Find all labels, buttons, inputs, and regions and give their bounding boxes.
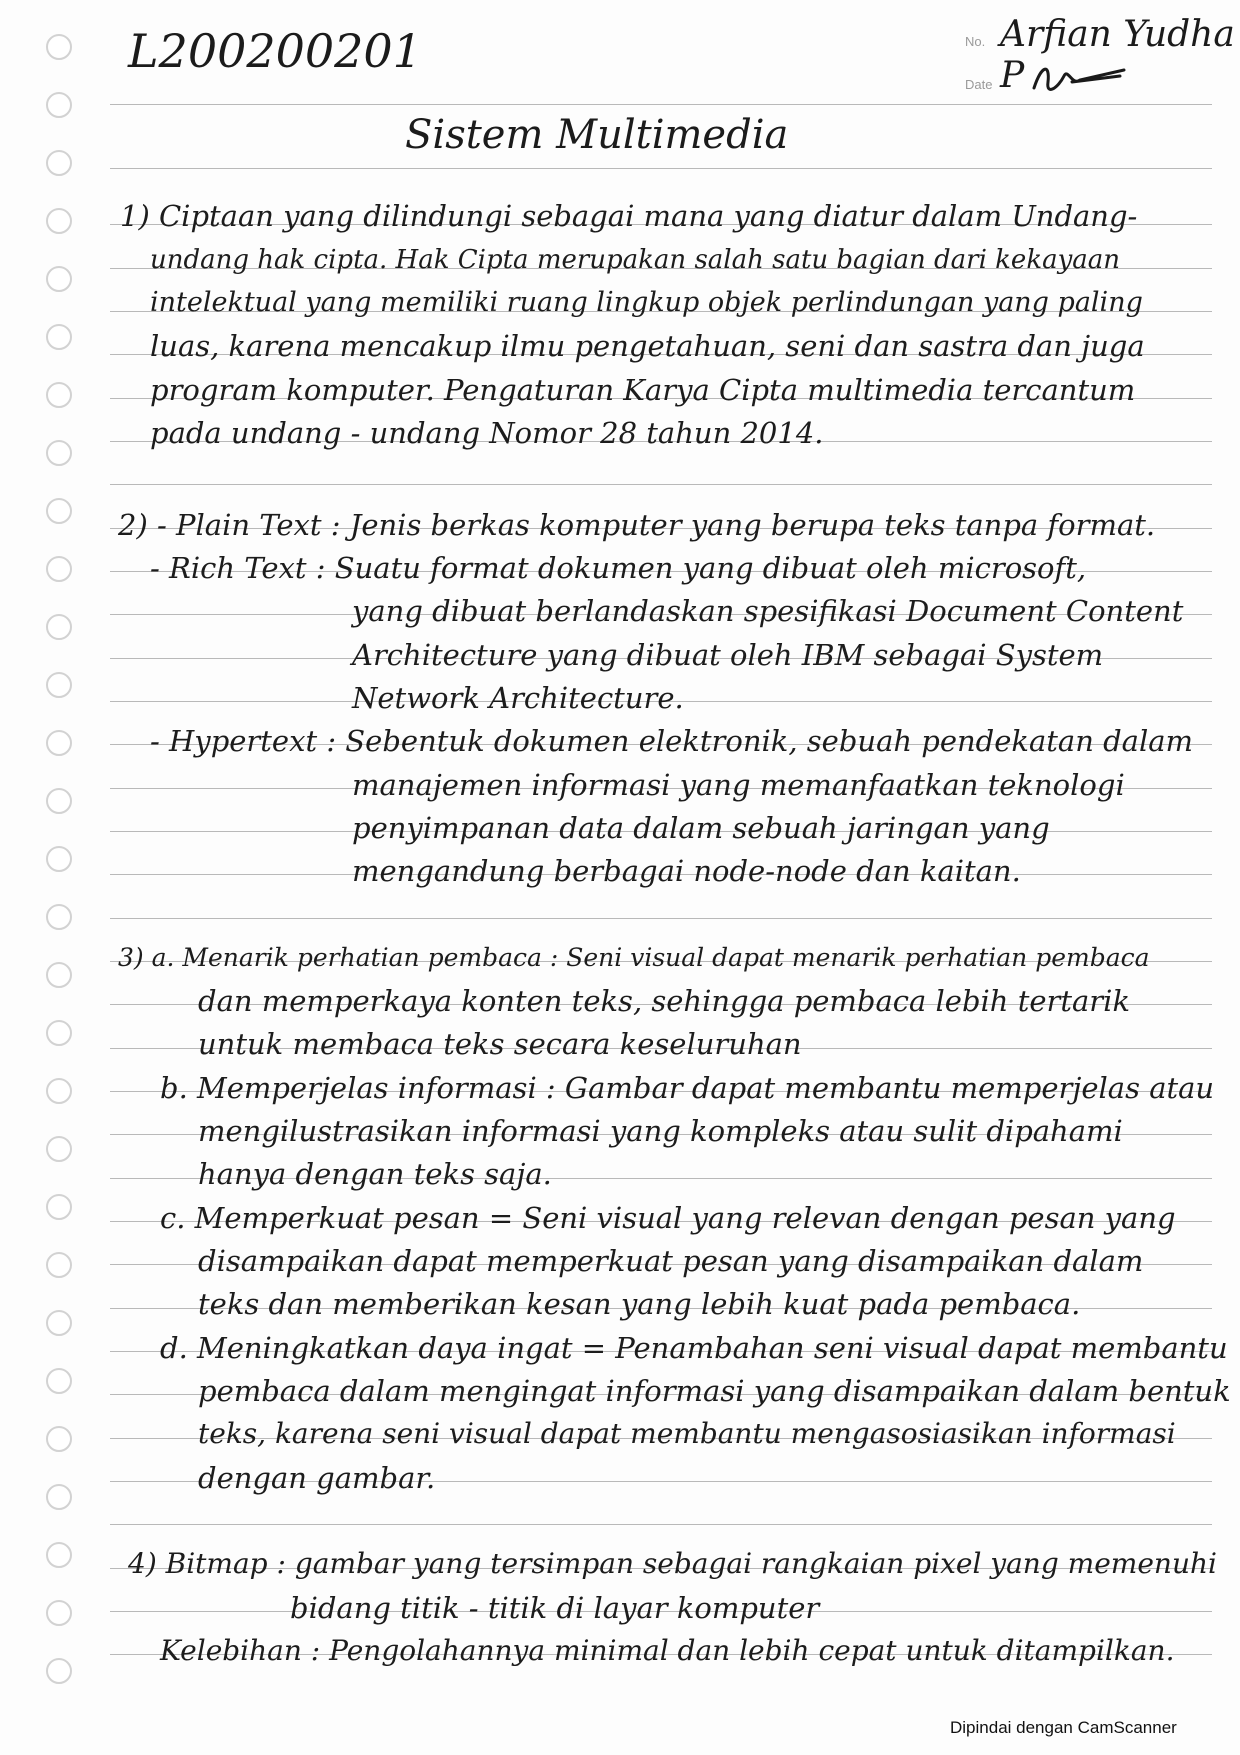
text-line: bidang titik - titik di layar komputer — [290, 1591, 820, 1625]
binding-ring-icon — [46, 266, 72, 292]
text-line: teks dan memberikan kesan yang lebih kuat pada pembaca. — [198, 1287, 1081, 1321]
text-line: untuk membaca teks secara keseluruhan — [198, 1027, 802, 1061]
binding-ring-icon — [46, 382, 72, 408]
text-line: pada undang - undang Nomor 28 tahun 2014. — [150, 416, 824, 450]
date-label: Date — [965, 77, 993, 92]
binding-ring-icon — [46, 324, 72, 350]
text-line: program komputer. Pengaturan Karya Cipta multimedia tercantum — [150, 373, 1136, 407]
binding-ring-icon — [46, 1194, 72, 1220]
binding-ring-icon — [46, 556, 72, 582]
binding-ring-icon — [46, 1252, 72, 1278]
ruled-line — [110, 918, 1212, 919]
binding-ring-icon — [46, 1542, 72, 1568]
text-line: b. Memperjelas informasi : Gambar dapat membantu memperjelas atau — [160, 1071, 1215, 1105]
binding-ring-icon — [46, 1600, 72, 1626]
text-line: Kelebihan : Pengolahannya minimal dan lebih cepat untuk ditampilkan. — [160, 1634, 1175, 1667]
binding-ring-icon — [46, 498, 72, 524]
binding-ring-icon — [46, 730, 72, 756]
text-line: mengandung berbagai node-node dan kaitan. — [352, 854, 1021, 888]
binding-ring-icon — [46, 1136, 72, 1162]
text-line: dengan gambar. — [198, 1461, 436, 1495]
text-line: 3) a. Menarik perhatian pembaca : Seni visual dapat menarik perhatian pembaca — [118, 943, 1150, 972]
text-line: undang hak cipta. Hak Cipta merupakan salah satu bagian dari kekayaan — [150, 245, 1121, 275]
binding-ring-icon — [46, 1484, 72, 1510]
text-line: luas, karena mencakup ilmu pengetahuan, seni dan sastra dan juga — [150, 329, 1145, 363]
text-line: penyimpanan data dalam sebuah jaringan yang — [352, 811, 1050, 845]
text-line: Network Architecture. — [352, 681, 684, 715]
binding-ring-icon — [46, 1426, 72, 1452]
binding-ring-icon — [46, 672, 72, 698]
student-name: Arfian Yudha P — [1000, 14, 1235, 96]
binding-ring-icon — [46, 1020, 72, 1046]
binding-ring-icon — [46, 1368, 72, 1394]
ruled-line — [110, 104, 1212, 105]
signature-icon — [1028, 58, 1128, 100]
ruled-line — [110, 168, 1212, 169]
binding-ring-icon — [46, 92, 72, 118]
binding-ring-icon — [46, 962, 72, 988]
text-line: hanya dengan teks saja. — [198, 1157, 552, 1191]
text-line: disampaikan dapat memperkuat pesan yang disampaikan dalam — [198, 1244, 1144, 1278]
text-line: manajemen informasi yang memanfaatkan teknologi — [352, 768, 1125, 802]
text-line: - Hypertext : Sebentuk dokumen elektronik, sebuah pendekatan dalam — [150, 724, 1194, 758]
binding-ring-icon — [46, 904, 72, 930]
binding-ring-icon — [46, 1310, 72, 1336]
text-line: - Rich Text : Suatu format dokumen yang dibuat oleh microsoft, — [150, 551, 1087, 585]
binding-ring-icon — [46, 1658, 72, 1684]
text-line: Architecture yang dibuat oleh IBM sebagai System — [352, 638, 1104, 672]
binding-ring-icon — [46, 150, 72, 176]
binding-ring-icon — [46, 440, 72, 466]
text-line: d. Meningkatkan daya ingat = Penambahan seni visual dapat membantu — [160, 1331, 1228, 1365]
text-line: pembaca dalam mengingat informasi yang disampaikan dalam bentuk — [198, 1374, 1231, 1408]
text-line: intelektual yang memiliki ruang lingkup objek perlindungan yang paling — [150, 287, 1143, 318]
text-line: teks, karena seni visual dapat membantu mengasosiasikan informasi — [198, 1417, 1176, 1450]
text-line: yang dibuat berlandaskan spesifikasi Document Content — [352, 594, 1184, 628]
ruled-line — [110, 1524, 1212, 1525]
text-line: 4) Bitmap : gambar yang tersimpan sebagai rangkaian pixel yang memenuhi — [128, 1547, 1217, 1580]
text-line: dan memperkaya konten teks, sehingga pembaca lebih tertarik — [198, 984, 1131, 1018]
binding-ring-icon — [46, 34, 72, 60]
text-line: c. Memperkuat pesan = Seni visual yang relevan dengan pesan yang — [160, 1201, 1176, 1235]
binding-ring-icon — [46, 1078, 72, 1104]
page-title: Sistem Multimedia — [405, 112, 789, 158]
binding-ring-icon — [46, 208, 72, 234]
binding-ring-icon — [46, 846, 72, 872]
ruled-line — [110, 484, 1212, 485]
binding-ring-icon — [46, 788, 72, 814]
scanner-watermark: Dipindai dengan CamScanner — [950, 1718, 1177, 1737]
student-id: L200200201 — [128, 24, 422, 78]
binding-ring-icon — [46, 614, 72, 640]
text-line: mengilustrasikan informasi yang kompleks atau sulit dipahami — [198, 1114, 1123, 1148]
text-line: 2) - Plain Text : Jenis berkas komputer yang berupa teks tanpa format. — [118, 508, 1156, 542]
text-line: 1) Ciptaan yang dilindungi sebagai mana yang diatur dalam Undang- — [120, 199, 1138, 233]
no-label: No. — [965, 34, 986, 49]
